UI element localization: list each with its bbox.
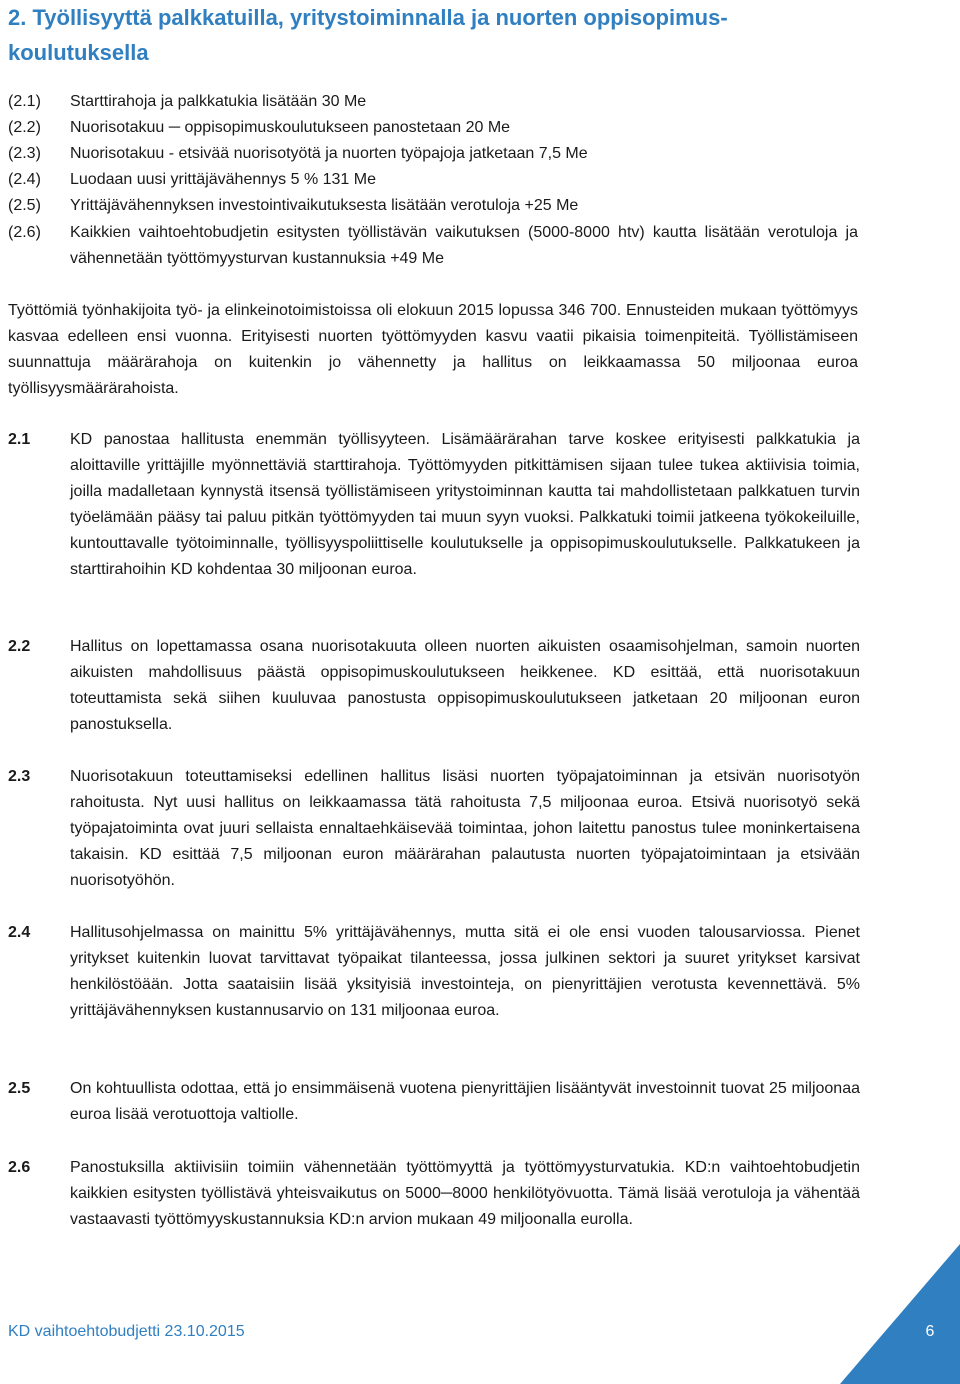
section-number: 2.6 — [8, 1159, 31, 1176]
section-text: On kohtuullista odottaa, että jo ensimmäisenä vuotena pienyrittäjien lisääntyvät investoinnit tuovat 25 miljoonaa euroa lisää verotuottoja valtiolle. — [70, 1080, 860, 1123]
list-item-text: Luodaan uusi yrittäjävähennys 5 % 131 Me — [70, 171, 376, 188]
list-item-number: (2.4) — [8, 171, 41, 188]
section-number: 2.4 — [8, 924, 31, 941]
list-item-number: (2.2) — [8, 119, 41, 136]
heading-line-1: 2. Työllisyyttä palkkatuilla, yritystoiminnalla ja nuorten oppisopimus- — [8, 5, 728, 30]
footer-title: KD vaihtoehtobudjetti 23.10.2015 — [8, 1323, 245, 1340]
list-item-text: Nuorisotakuu ─ oppisopimuskoulutukseen panostetaan 20 Me — [70, 119, 511, 136]
page-heading — [8, 0, 948, 70]
section-text: KD panostaa hallitusta enemmän työllisyyteen. Lisämäärärahan tarve koskee erityisesti palkkatukia ja aloittaville yrittäjille myönnettäviä starttirahoja. Työttömyyden pitkittämisen sijaan tulee tukea aktiivisia toimia, joilla madalletaan kynnystä itsensä työllistämiseen yritystoiminnan kautta tai mahdollistetaan palkkatuen turvin työelämään pääsy tai paluu pitkän työttömyyden tai muun syyn vuoksi. Palkkatuki toimii jatkeena työkokeiluille, kuntouttavalle työtoiminnalle, työllisyyspoliittiselle koulutukselle ja oppisopimuskoulutukselle. Palkkatukeen ja starttirahoihin KD kohdentaa 30 miljoonan euroa. — [70, 431, 860, 578]
section-text: Hallitusohjelmassa on mainittu 5% yrittäjävähennys, mutta sitä ei ole ensi vuoden talousarviossa. Pienet yritykset kuitenkin luovat tarvittavat työpaikat tilanteessa, jossa julkinen sektori ja suuret yritykset karsivat henkilöstöään. Jotta saataisiin lisää yksityisiä investointeja, on pienyrittäjien verotusta kevennettävä. 5% yrittäjävähennyksen kustannusarvio on 131 miljoonaa euroa. — [70, 924, 860, 1019]
list-item — [8, 220, 948, 272]
section-number: 2.3 — [8, 768, 31, 785]
list-item — [8, 141, 948, 167]
page-corner-triangle — [840, 1244, 960, 1384]
list-item — [8, 193, 948, 219]
list-item — [8, 167, 948, 193]
section-number: 2.5 — [8, 1080, 31, 1097]
section-number: 2.1 — [8, 431, 31, 448]
intro-paragraph: Työttömiä työnhakijoita työ- ja elinkeinotoimistoissa oli elokuun 2015 lopussa 346 700. Ennusteiden mukaan työttömyys kasvaa edelleen ensi vuonna. Erityisesti nuorten työttömyyden kasvu vaatii pikaisia toimenpiteitä. Työllistämiseen suunnattuja määrärahoja on kuitenkin jo vähennetty ja hallitus on leikkaamassa 50 miljoonaa euroa työllisyysmäärärahoista. — [8, 302, 858, 397]
list-item-number: (2.3) — [8, 145, 41, 162]
list-item — [8, 89, 948, 115]
section-text: Panostuksilla aktiivisiin toimiin vähennetään työttömyyttä ja työttömyysturvatukia. KD:n vaihtoehtobudjetin kaikkien esitysten työllistävä yhteisvaikutus on 5000─8000 henkilötyövuotta. Tämä lisää verotuloja ja vähentää vastaavasti työttömyyskustannuksia KD:n arvion mukaan 49 miljoonalla eurolla. — [70, 1159, 860, 1228]
list-item-text: Nuorisotakuu - etsivää nuorisotyötä ja nuorten työpajoja jatketaan 7,5 Me — [70, 145, 588, 162]
list-item-number: (2.6) — [8, 224, 41, 241]
section-text: Hallitus on lopettamassa osana nuorisotakuuta olleen nuorten aikuisten osaamisohjelman, samoin nuorten aikuisten mahdollisuus päästä oppisopimuskoulutukseen heikkenee. KD esittää, että nuorisotakuun toteuttamista sekä siihen kuuluvaa panostusta oppisopimuskoulutukseen jatketaan 20 miljoonan euron panostuksella. — [70, 638, 860, 733]
page-number: 6 — [925, 1323, 935, 1340]
list-item-text: Starttirahoja ja palkkatukia lisätään 30 Me — [70, 93, 367, 110]
list-item-number: (2.5) — [8, 197, 41, 214]
list-item-text: Yrittäjävähennyksen investointivaikutuksesta lisätään verotuloja +25 Me — [70, 197, 579, 214]
list-item-text: Kaikkien vaihtoehtobudjetin esitysten työllistävän vaikutuksen (5000-8000 htv) kautta lisätään verotuloja ja vähennetään työttömyysturvan kustannuksia +49 Me — [70, 224, 858, 267]
section-number: 2.2 — [8, 638, 31, 655]
section-text: Nuorisotakuun toteuttamiseksi edellinen hallitus lisäsi nuorten työpajatoiminnan ja etsivän nuorisotyön rahoitusta. Nyt uusi hallitus on leikkaamassa tätä rahoitusta 7,5 miljoonaa euroa. Etsivä nuorisotyö sekä työpajatoiminta ovat juuri sellaista ennaltaehkäisevää toimintaa, johon laitettu panostus tulee moninkertaisena takaisin. KD esittää 7,5 miljoonan euron määrärahan palautusta nuorten työpajatoimintaan ja etsivään nuorisotyöhön. — [70, 768, 860, 889]
list-item-number: (2.1) — [8, 93, 41, 110]
list-item — [8, 115, 948, 141]
heading-line-2: koulutuksella — [8, 40, 149, 65]
